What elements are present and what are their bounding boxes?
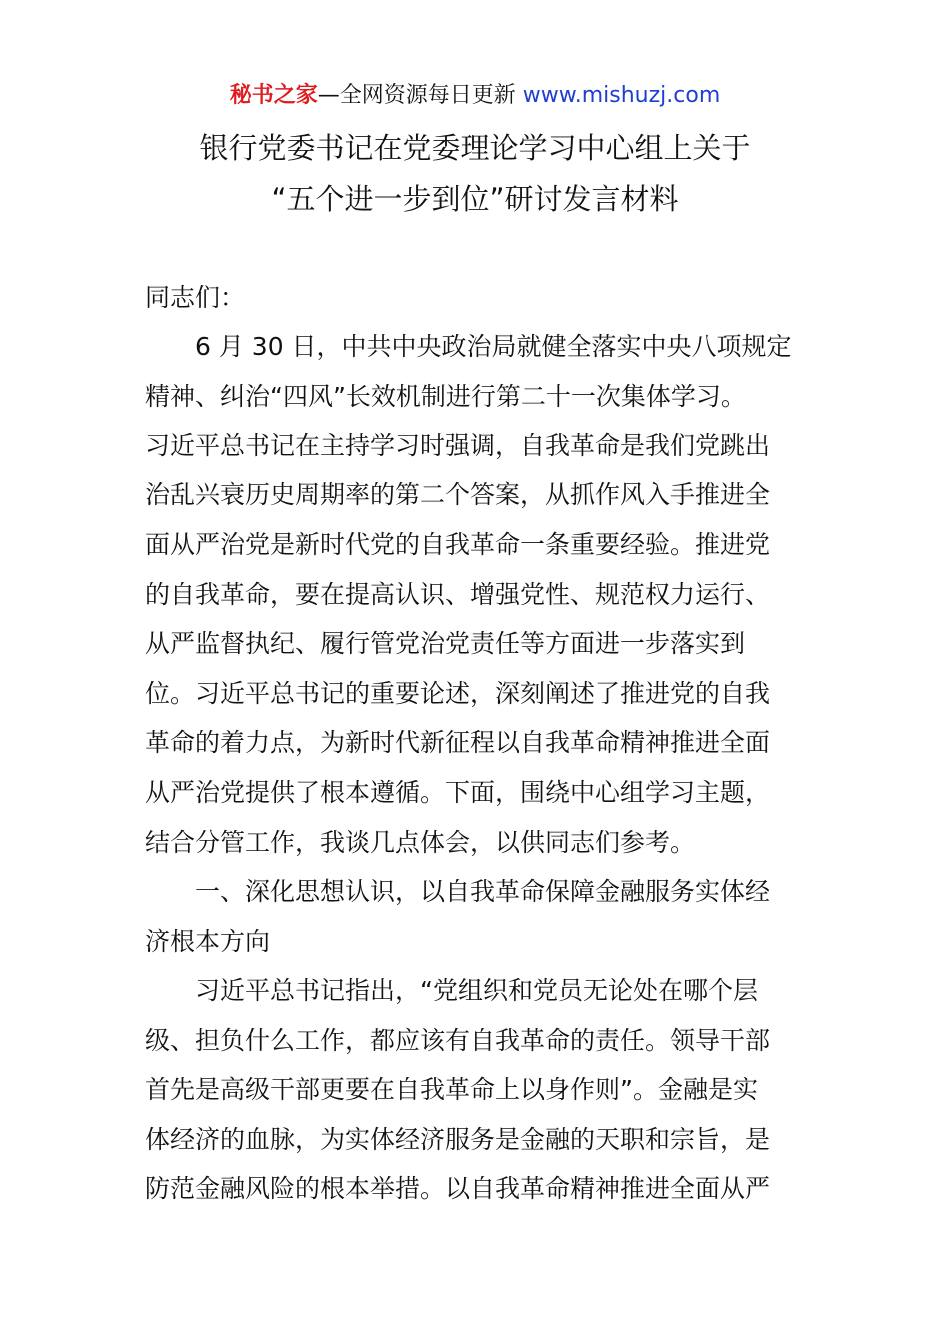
body-line: 习近平总书记指出，“党组织和党员无论处在哪个层 [195,976,758,1005]
brand-name: 秘书之家 [229,83,318,108]
section-heading: 一、深化思想认识，以自我革命保障金融服务实体经 [195,877,771,906]
body-line: 习近平总书记在主持学习时强调，自我革命是我们党跳出 [145,431,771,460]
body-line: 的自我革命，要在提高认识、增强党性、规范权力运行、 [145,580,771,609]
body-line: 体经济的血脉，为实体经济服务是金融的天职和宗旨，是 [145,1125,771,1154]
salutation: 同志们： [145,283,246,312]
body-line: 级、担负什么工作，都应该有自我革命的责任。领导干部 [145,1026,771,1055]
section-heading-cont: 济根本方向 [145,927,271,956]
body-line: 首先是高级干部更要在自我革命上以身作则”。金融是实 [145,1075,758,1104]
body-line: 6 月 30 日，中共中央政治局就健全落实中央八项规定 [195,332,792,361]
banner-tagline: —全网资源每日更新 [317,83,516,108]
document-title-line-1: 银行党委书记在党委理论学习中心组上关于 [199,131,751,165]
body-line: 位。习近平总书记的重要论述，深刻阐述了推进党的自我 [145,679,771,708]
body-line: 治乱兴衰历史周期率的第二个答案，从抓作风入手推进全 [145,480,771,509]
body-line: 从严治党提供了根本遵循。下面，围绕中心组学习主题， [145,778,771,807]
site-url-link[interactable]: www.mishuzj.com [522,83,721,108]
body-line: 从严监督执纪、履行管党治党责任等方面进一步落实到 [145,629,746,658]
site-banner [0,80,950,112]
body-line: 面从严治党是新时代党的自我革命一条重要经验。推进党 [145,530,771,559]
body-line: 结合分管工作，我谈几点体会，以供同志们参考。 [145,828,696,857]
body-line: 革命的着力点，为新时代新征程以自我革命精神推进全面 [145,728,771,757]
body-line: 精神、纠治“四风”长效机制进行第二十一次集体学习。 [145,382,746,411]
document-title-line-2: “五个进一步到位”研讨发言材料 [271,182,679,216]
body-line: 防范金融风险的根本举措。以自我革命精神推进全面从严 [145,1174,771,1203]
